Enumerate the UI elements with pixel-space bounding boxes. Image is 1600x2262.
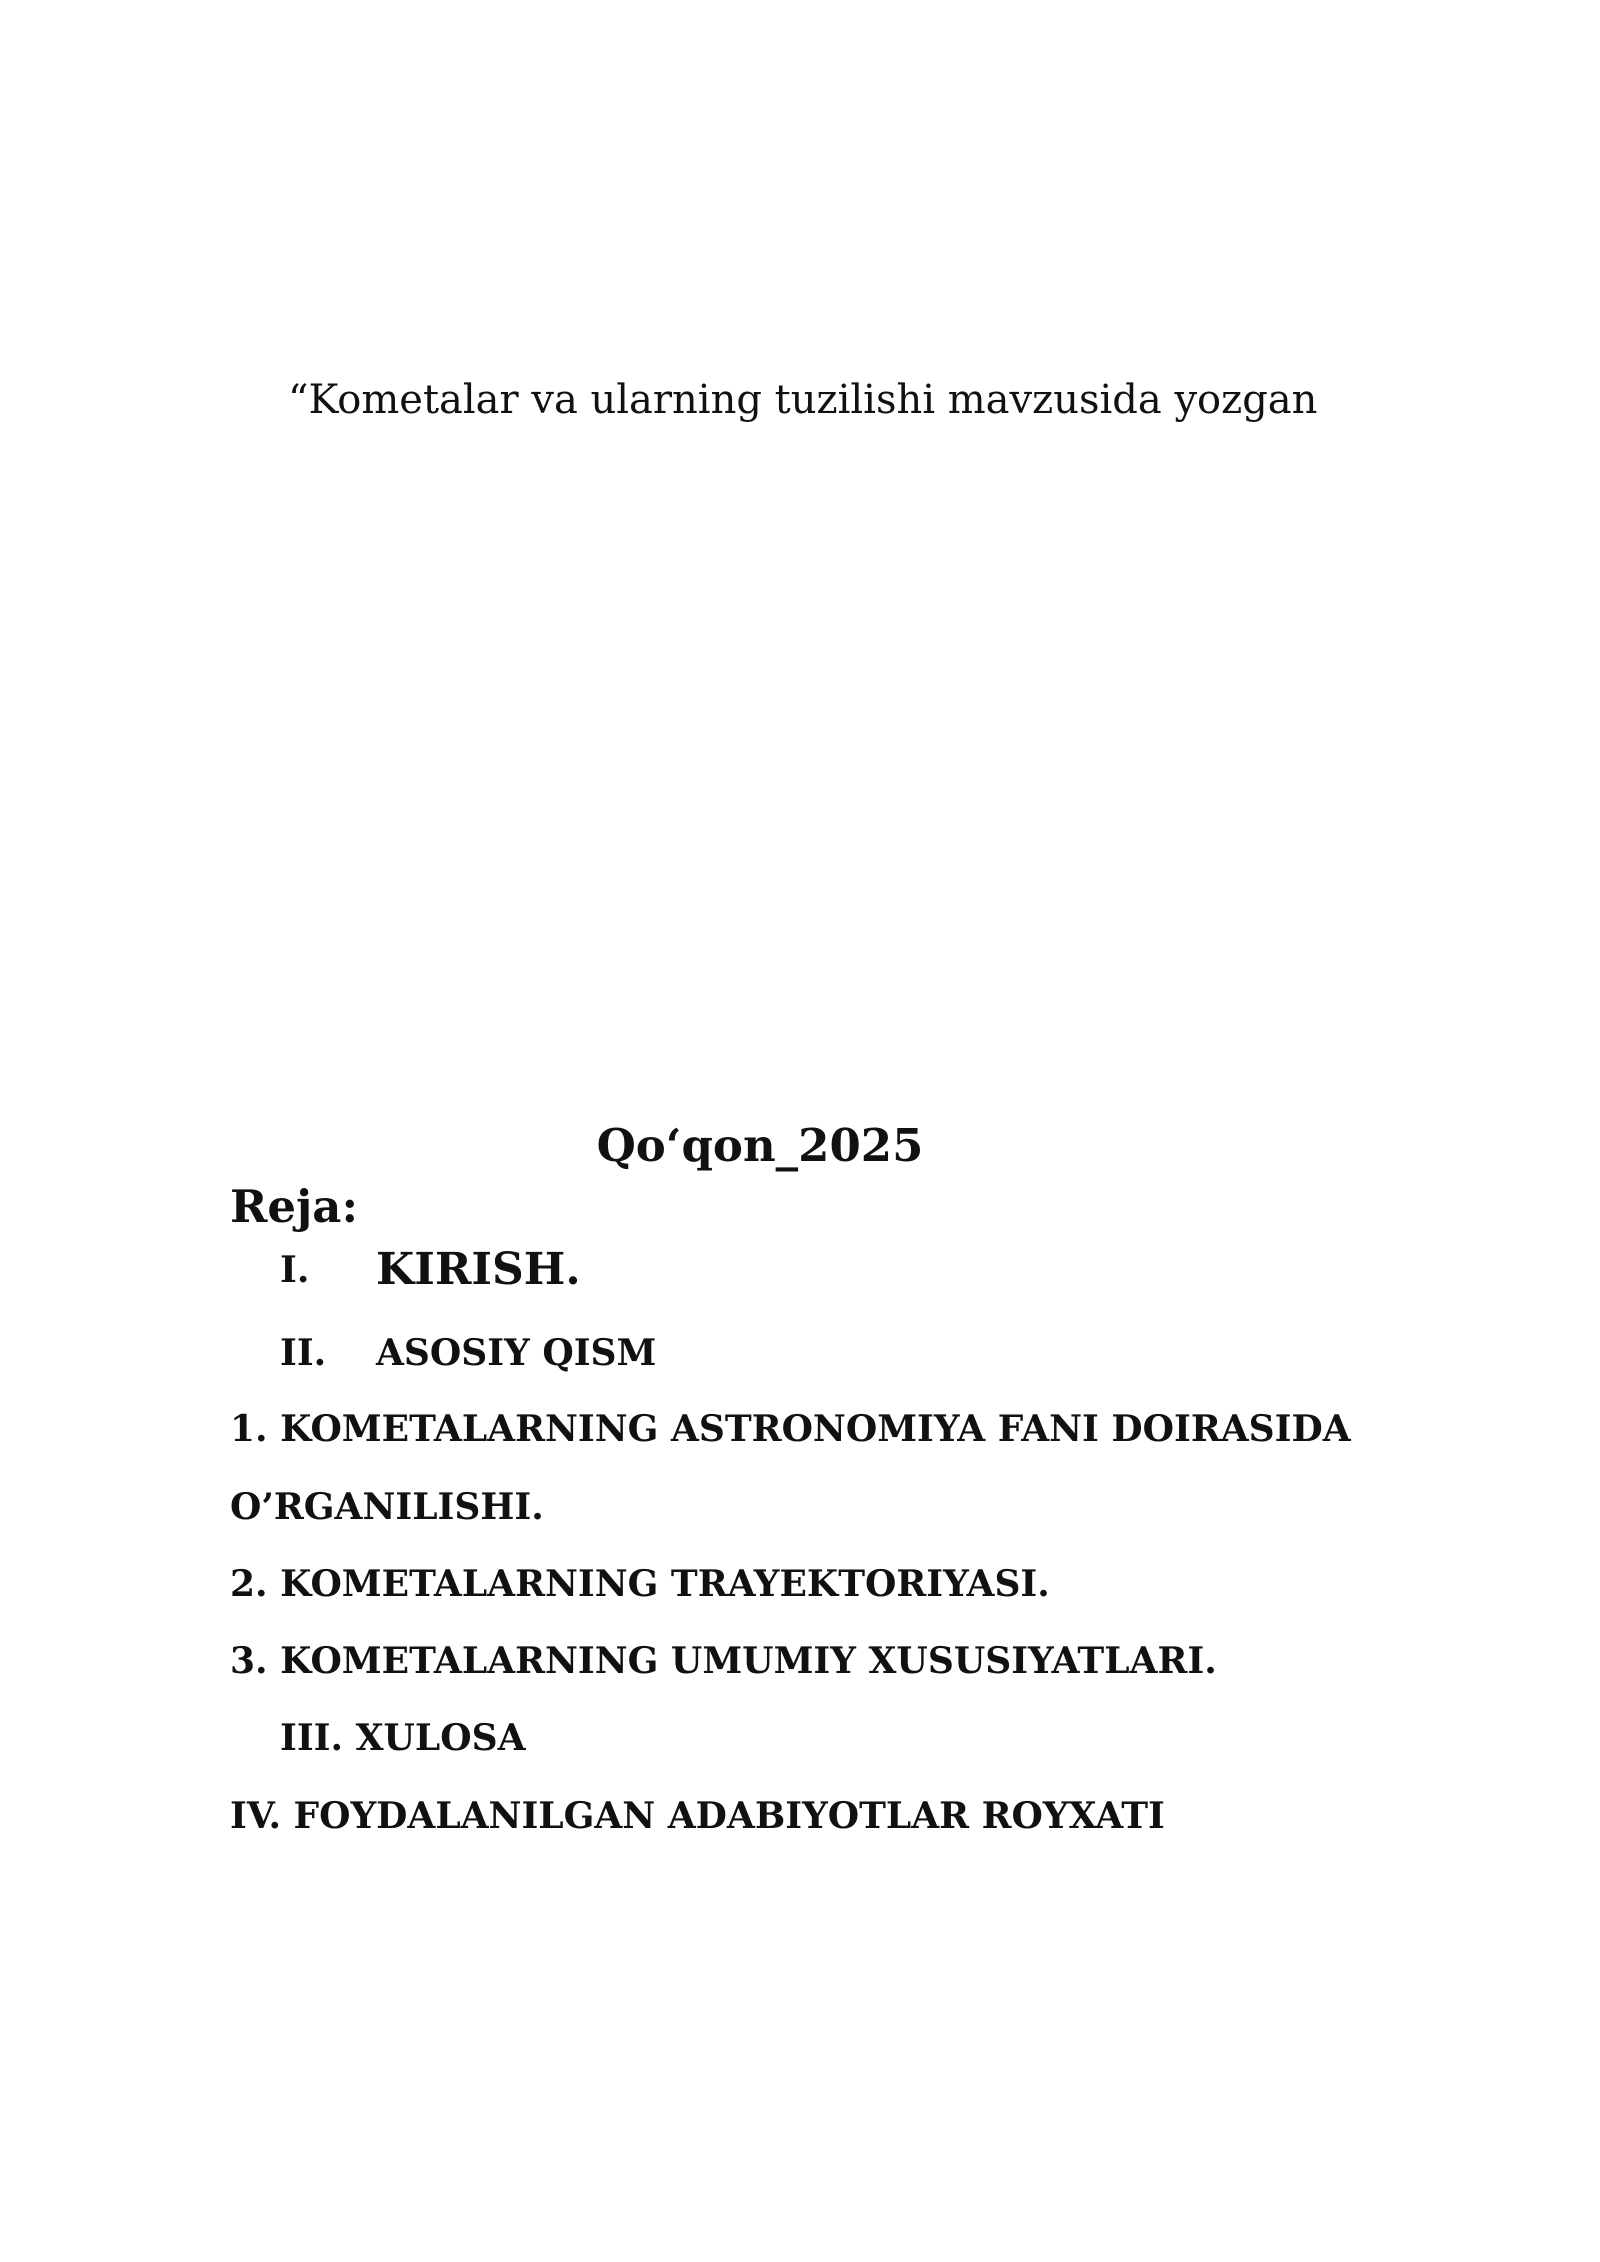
plan-item-number: I. (280, 1249, 310, 1291)
plan-subitem-astronomy-line-1: 1. KOMETALARNING ASTRONOMIYA FANI DOIRASIDA (230, 1408, 1351, 1450)
plan-subitem-astronomy-line-2: O’RGANILISHI. (230, 1486, 544, 1528)
plan-item-label: ASOSIY QISM (376, 1332, 657, 1374)
plan-subitem-properties: 3. KOMETALARNING UMUMIY XUSUSIYATLARI. (230, 1640, 1217, 1682)
plan-item-introduction (0, 1240, 1600, 1300)
plan-item-conclusion: III. XULOSA (280, 1717, 526, 1759)
plan-item-references: IV. FOYDALANILGAN ADABIYOTLAR ROYXATI (230, 1795, 1165, 1837)
plan-item-main-part (0, 1328, 1600, 1378)
plan-item-label: KIRISH. (376, 1244, 581, 1295)
city-year-heading: Qo‘qon_2025 (596, 1119, 924, 1172)
plan-item-number: II. (280, 1332, 327, 1374)
plan-title: Reja: (230, 1180, 359, 1233)
document-subtitle: “Kometalar va ularning tuzilishi mavzusida yozgan (288, 377, 1318, 423)
plan-subitem-trajectory: 2. KOMETALARNING TRAYEKTORIYASI. (230, 1563, 1050, 1605)
